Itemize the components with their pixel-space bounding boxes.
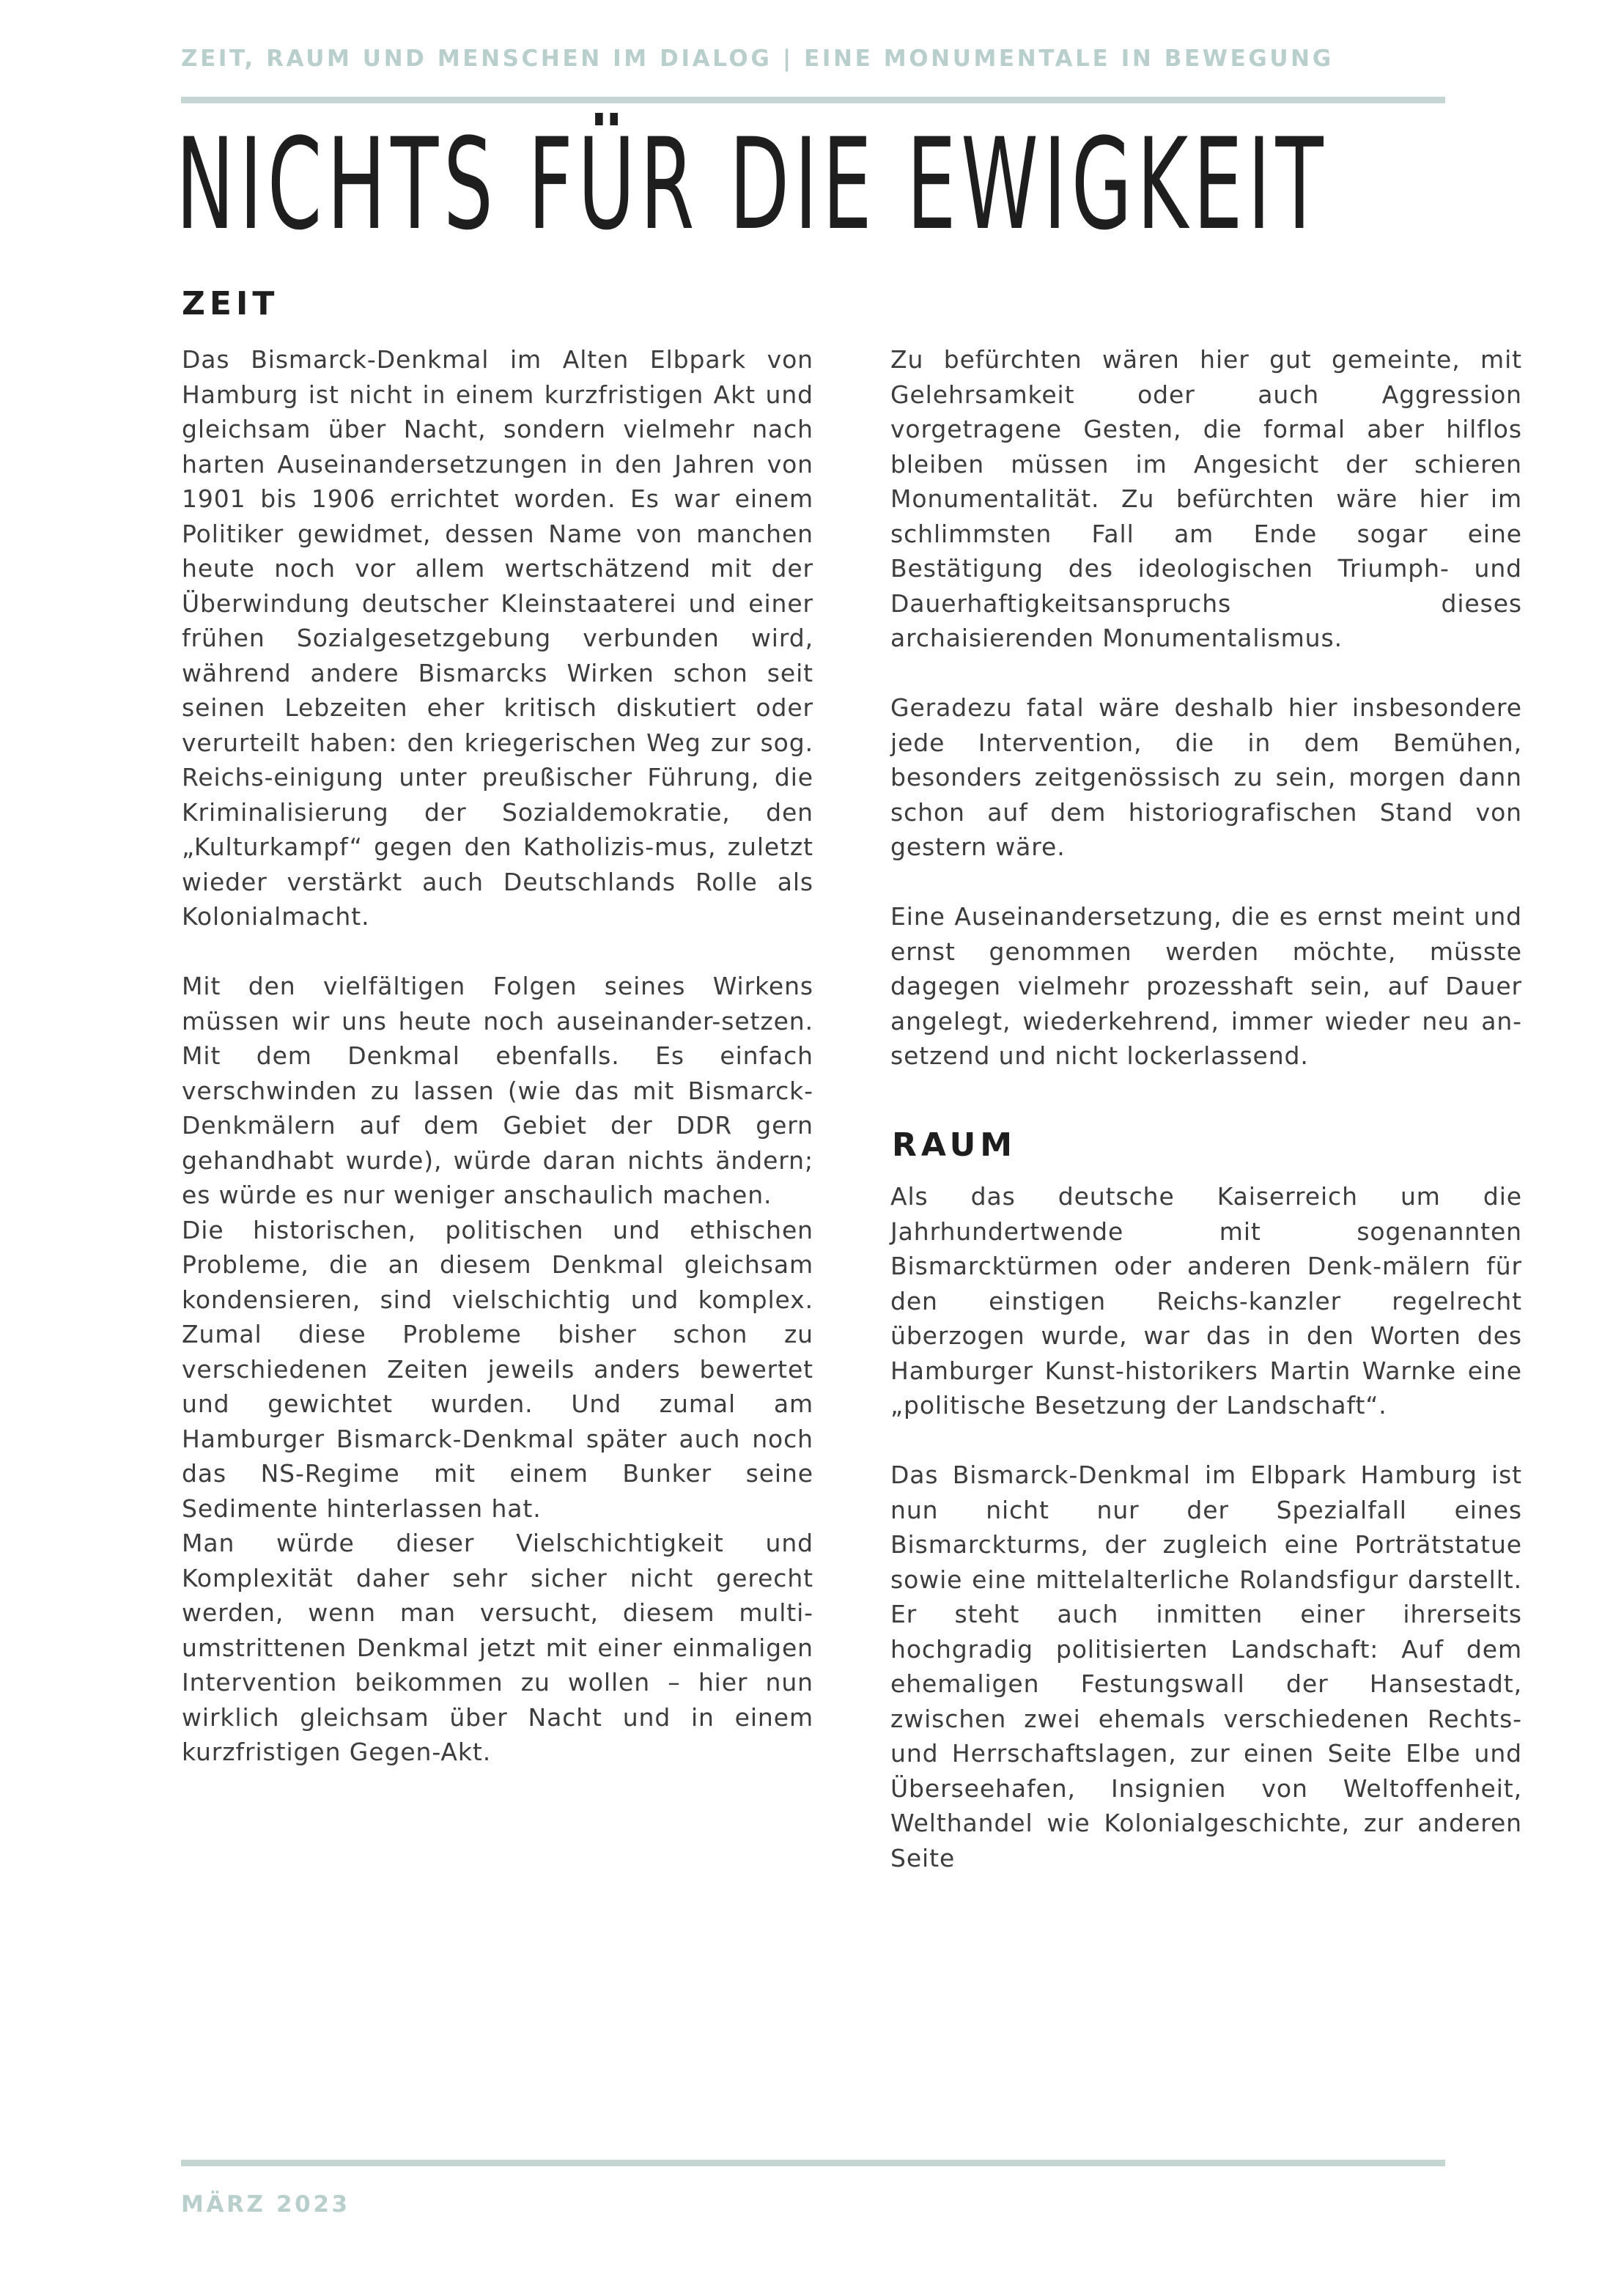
footer-divider	[181, 2160, 1445, 2166]
right-column-upper	[890, 342, 1522, 1074]
paragraph: Das Bismarck-Denkmal im Elbpark Hamburg ist nun nicht nur der Spezialfall eines Bismarckturms, der zugleich eine Porträtstatue sowie eine mittelalterliche Rolandsfigur darstellt. Er steht auch inmitten einer ihrerseits hochgradig politisierten Landschaft: Auf dem ehemaligen Festungswall der Hansestadt, zwischen zwei ehemals verschiedenen Rechts- und Herrschaftslagen, zur einen Seite Elbe und Überseehafen, Insignien von Weltoffenheit, Welthandel wie Kolonialgeschichte, zur anderen Seite	[890, 1461, 1522, 1872]
paragraph: Das Bismarck-Denkmal im Alten Elbpark von Hamburg ist nicht in einem kurzfristigen Akt und gleichsam über Nacht, sondern vielmehr nach harten Auseinandersetzungen in den Jahren von 1901 bis 1906 errichtet worden. Es war einem Politiker gewidmet, dessen Name von manchen heute noch vor allem wertschätzend mit der Überwindung deutscher Kleinstaaterei und einer frühen Sozialgesetzgebung verbunden wird, während andere Bismarcks Wirken schon seit seinen Lebzeiten eher kritisch diskutiert oder verurteilt haben: den kriegerischen Weg zur sog. Reichs-einigung unter preußischer Führung, die Kriminalisierung der Sozialdemokratie, den „Kulturkampf“ gegen den Katholizis-mus, zuletzt wieder verstärkt auch Deutschlands Rolle als Kolonialmacht.	[182, 345, 813, 931]
section-heading-zeit: ZEIT	[182, 285, 279, 322]
footer-date: MÄRZ 2023	[181, 2191, 350, 2218]
paragraph: Zu befürchten wären hier gut gemeinte, mit Gelehrsamkeit oder auch Aggression vorgetragene Gesten, die formal aber hilflos bleiben müssen im Angesicht der schieren Monumentalität. Zu befürchten wäre hier im schlimmsten Fall am Ende sogar eine Bestätigung des ideologischen Triumph- und Dauerhaftigkeitsanspruchs dieses archaisierenden Monumentalismus.	[890, 345, 1522, 652]
paragraph: Die historischen, politischen und ethischen Probleme, die an diesem Denkmal gleichsam kondensieren, sind vielschichtig und komplex. Zumal diese Probleme bisher schon zu verschiedenen Zeiten jeweils anders bewertet und gewichtet wurden. Und zumal am Hamburger Bismarck-Denkmal später auch noch das NS-Regime mit einem Bunker seine Sedimente hinterlassen hat.	[182, 1215, 813, 1523]
paragraph: Als das deutsche Kaiserreich um die Jahrhundertwende mit sogenannten Bismarcktürmen oder anderen Denk-mälern für den einstigen Reichs-kanzler regelrecht überzogen wurde, war das in den Worten des Hamburger Kunst-historikers Martin Warnke eine „politische Besetzung der Landschaft“.	[890, 1182, 1522, 1420]
header-kicker: ZEIT, RAUM UND MENSCHEN IM DIALOG | EINE MONUMENTALE IN BEWEGUNG	[181, 45, 1334, 72]
paragraph: Eine Auseinandersetzung, die es ernst meint und ernst genommen werden möchte, müsste dagegen vielmehr prozesshaft sein, auf Dauer angelegt, wiederkehrend, immer wieder neu an-setzend und nicht lockerlassend.	[890, 902, 1522, 1070]
page-title: NICHTS FÜR DIE EWIGKEIT	[176, 111, 1329, 258]
paragraph: Mit den vielfältigen Folgen seines Wirkens müssen wir uns heute noch auseinander-setzen. Mit dem Denkmal ebenfalls. Es einfach verschwinden zu lassen (wie das mit Bismarck-Denkmälern auf dem Gebiet der DDR gern gehandhabt wurde), würde daran nichts ändern; es würde es nur weniger anschaulich machen.	[182, 972, 813, 1209]
header-divider	[181, 97, 1445, 103]
section-heading-raum: RAUM	[892, 1126, 1017, 1164]
right-column-lower	[890, 1179, 1522, 1875]
left-column	[182, 342, 813, 1770]
paragraph: Geradezu fatal wäre deshalb hier insbesondere jede Intervention, die in dem Bemühen, besonders zeitgenössisch zu sein, morgen dann schon auf dem historiografischen Stand von gestern wäre.	[890, 693, 1522, 861]
paragraph: Man würde dieser Vielschichtigkeit und Komplexität daher sehr sicher nicht gerecht werden, wenn man versucht, diesem multi-umstrittenen Denkmal jetzt mit einer einmaligen Intervention beikommen zu wollen – hier nun wirklich gleichsam über Nacht und in einem kurzfristigen Gegen-Akt.	[182, 1529, 813, 1766]
